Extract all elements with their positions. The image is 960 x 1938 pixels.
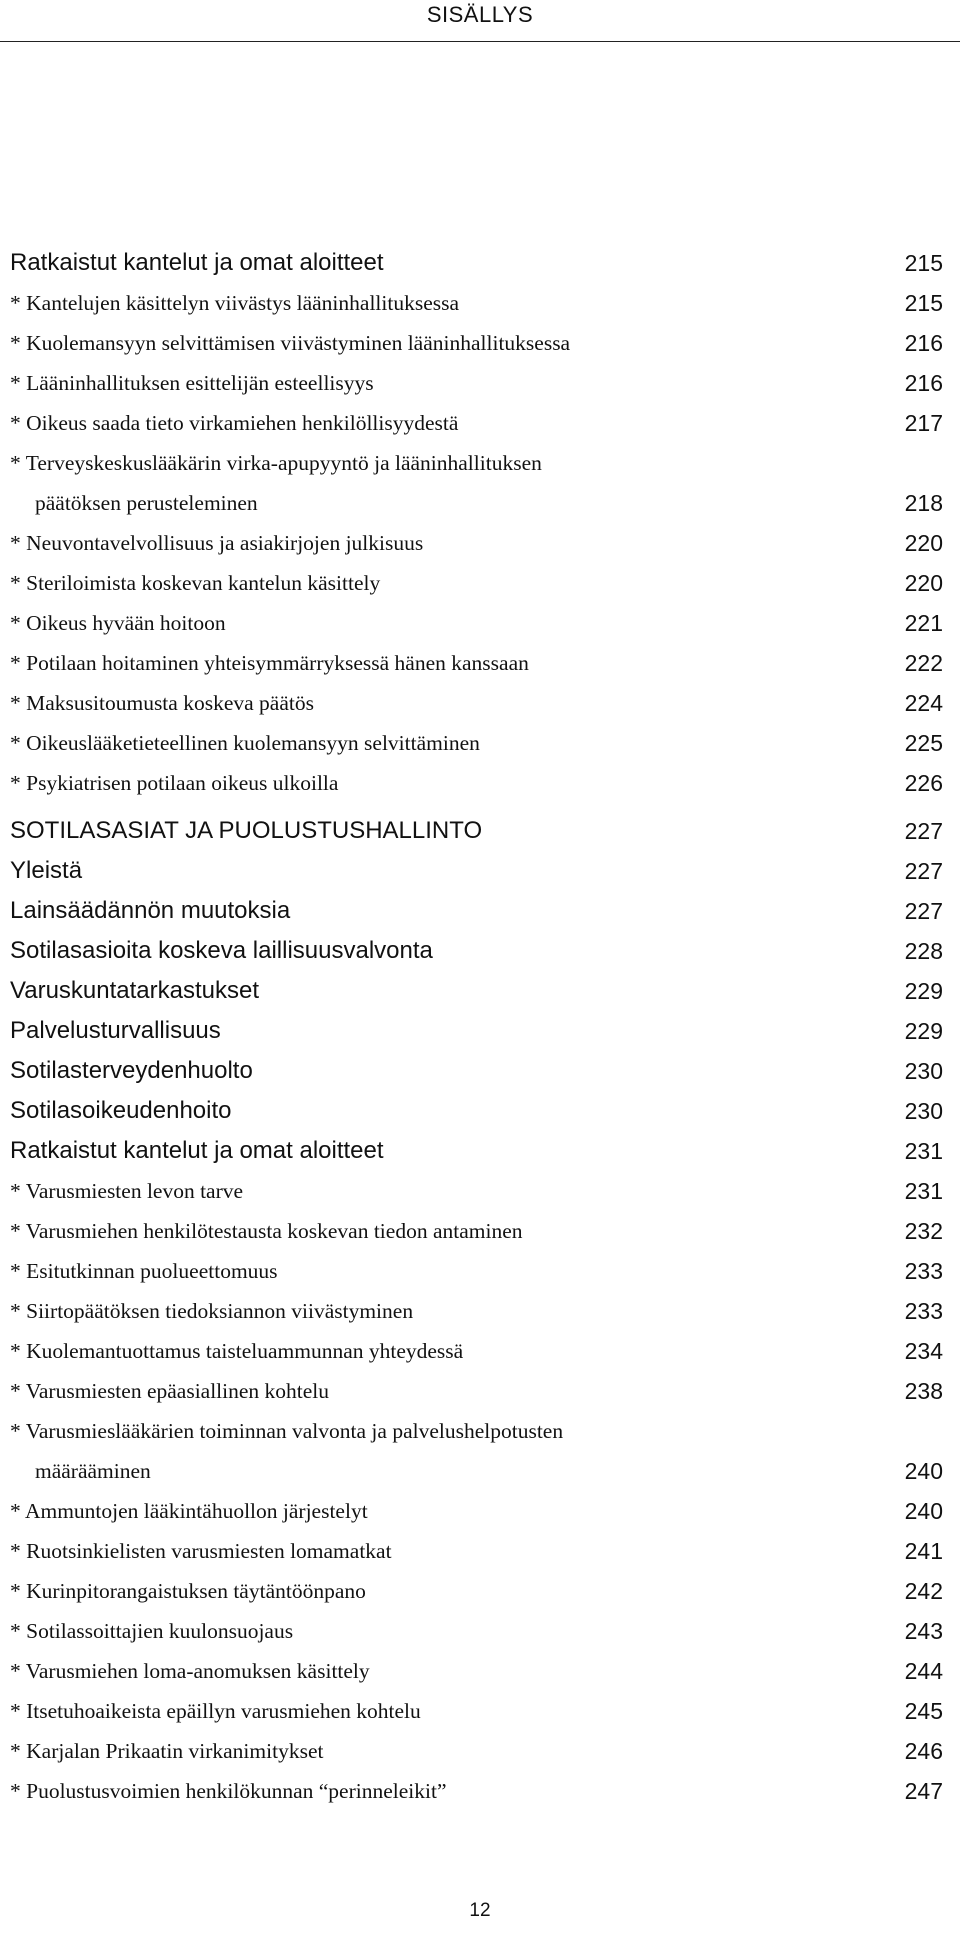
toc-entry-title: Sotilasoikeudenhoito: [10, 1097, 232, 1124]
toc-entry: [10, 763, 943, 803]
toc-entry-page: 233: [904, 1298, 943, 1324]
page-title: SISÄLLYS: [426, 2, 534, 27]
toc-entry-title: * Esitutkinnan puolueettomuus: [10, 1259, 278, 1283]
toc-entry-title: * Steriloimista koskevan kantelun käsittely: [10, 571, 381, 595]
toc-line: [10, 1611, 943, 1651]
toc-entry: [10, 403, 943, 443]
toc-line: [10, 1251, 943, 1291]
toc-entry-page: 229: [904, 978, 943, 1004]
toc-entry-page: 226: [904, 770, 943, 796]
toc-line: [10, 723, 943, 763]
toc-line: [10, 1371, 943, 1411]
toc-entry-title: Palvelusturvallisuus: [10, 1017, 221, 1044]
page-number: 12: [469, 1900, 491, 1921]
toc-entry: [10, 1051, 943, 1091]
toc-entry-title: SOTILASASIAT JA PUOLUSTUSHALLINTO: [10, 817, 483, 844]
toc-entry-title: Sotilasterveydenhuolto: [10, 1057, 253, 1084]
toc-entry-title: * Puolustusvoimien henkilökunnan “perinneleikit”: [10, 1779, 447, 1803]
toc-entry: [10, 1011, 943, 1051]
toc-line: [10, 851, 943, 891]
toc-entry-title: * Lääninhallituksen esittelijän esteellisyys: [10, 371, 374, 395]
toc-entry-title: * Varusmiehen loma-anomuksen käsittely: [10, 1659, 370, 1683]
toc-entry-page: 215: [904, 250, 943, 276]
toc-entry-title: Ratkaistut kantelut ja omat aloitteet: [10, 249, 384, 276]
toc-line: [10, 1131, 943, 1171]
toc-entry: [10, 851, 943, 891]
toc-entry: [10, 243, 943, 283]
toc-line: [10, 283, 943, 323]
toc-entry-page: 245: [904, 1698, 943, 1724]
toc-line: [10, 1171, 943, 1211]
toc-entry: [10, 1171, 943, 1211]
toc-entry-page: 229: [904, 1018, 943, 1044]
toc-line: [10, 683, 943, 723]
toc-line: [10, 1291, 943, 1331]
toc-line: [10, 243, 943, 283]
toc-entry-page: 234: [904, 1338, 943, 1364]
toc-entry-title: Sotilasasioita koskeva laillisuusvalvonta: [10, 937, 433, 964]
toc-entry: [10, 1251, 943, 1291]
toc-line: [10, 1011, 943, 1051]
toc-entry-title: * Neuvontavelvollisuus ja asiakirjojen julkisuus: [10, 531, 424, 555]
toc-entry: [10, 1291, 943, 1331]
toc-entry-page: 242: [904, 1578, 943, 1604]
toc-line: [10, 971, 943, 1011]
toc-line: [10, 563, 943, 603]
toc-entry-title: Varuskuntatarkastukset: [10, 977, 260, 1004]
toc-entry-title: * Ruotsinkielisten varusmiesten lomamatkat: [10, 1539, 392, 1563]
toc-entry-title: * Varusmieslääkärien toiminnan valvonta ja palvelushelpotusten: [10, 1419, 564, 1443]
toc-entry: [10, 563, 943, 603]
toc-line: [10, 1651, 943, 1691]
toc-entry: [10, 1371, 943, 1411]
toc-entry-page: 233: [904, 1258, 943, 1284]
toc-line: [10, 643, 943, 683]
toc-entry: [10, 1571, 943, 1611]
toc-entry: [10, 523, 943, 563]
toc-entry-title: * Sotilassoittajien kuulonsuojaus: [10, 1619, 294, 1643]
toc-line: [10, 1771, 943, 1811]
toc-entry: [10, 811, 943, 851]
toc-line: [10, 323, 943, 363]
toc-entry-page: 227: [904, 858, 943, 884]
toc-line: [10, 763, 943, 803]
toc-entry-title: * Kuolemansyyn selvittämisen viivästyminen lääninhallituksessa: [10, 331, 571, 355]
toc-entry-page: 230: [904, 1098, 943, 1124]
toc-entry: [10, 1491, 943, 1531]
toc-entry-title: * Itsetuhoaikeista epäillyn varusmiehen kohtelu: [10, 1699, 421, 1723]
toc-entry: [10, 1131, 943, 1171]
table-of-contents: [10, 243, 943, 1811]
toc-entry-page: 238: [904, 1378, 943, 1404]
toc-line-continuation: [10, 483, 943, 523]
toc-entry-page: 217: [904, 410, 943, 436]
toc-entry: [10, 891, 943, 931]
toc-entry-title: * Varusmiesten levon tarve: [10, 1179, 244, 1203]
toc-entry: [10, 443, 943, 523]
toc-entry-page: 222: [904, 650, 943, 676]
toc-entry-page: 231: [904, 1138, 943, 1164]
toc-entry-page: 241: [904, 1538, 943, 1564]
toc-entry-page: 230: [904, 1058, 943, 1084]
toc-entry-title: * Kuolemantuottamus taisteluammunnan yhteydessä: [10, 1339, 464, 1363]
toc-entry: [10, 1651, 943, 1691]
toc-line: [10, 403, 943, 443]
toc-entry-title: Yleistä: [10, 857, 83, 884]
toc-entry-page: 246: [904, 1738, 943, 1764]
toc-line: [10, 523, 943, 563]
toc-entry-title: * Oikeus hyvään hoitoon: [10, 611, 226, 635]
toc-entry: [10, 971, 943, 1011]
page-header: [0, 0, 960, 42]
toc-line: [10, 1051, 943, 1091]
toc-entry-page: 224: [904, 690, 943, 716]
toc-entry-page: 231: [904, 1178, 943, 1204]
toc-line: [10, 1491, 943, 1531]
toc-entry: [10, 603, 943, 643]
toc-line: [10, 931, 943, 971]
toc-entry-title: * Maksusitoumusta koskeva päätös: [10, 691, 314, 715]
toc-entry-page: 247: [904, 1778, 943, 1804]
toc-entry-page: 216: [904, 370, 943, 396]
toc-line: [10, 1571, 943, 1611]
toc-line: [10, 1091, 943, 1131]
toc-entry: [10, 723, 943, 763]
toc-entry: [10, 363, 943, 403]
toc-line: [10, 891, 943, 931]
toc-entry-title: * Potilaan hoitaminen yhteisymmärryksessä hänen kanssaan: [10, 651, 529, 675]
toc-line-continuation: [10, 1451, 943, 1491]
toc-line: [10, 1731, 943, 1771]
toc-entry-page: 215: [904, 290, 943, 316]
toc-entry-page: 220: [904, 570, 943, 596]
toc-entry-page: 221: [904, 610, 943, 636]
toc-entry-page: 227: [904, 818, 943, 844]
toc-entry: [10, 683, 943, 723]
header-divider: [0, 41, 960, 42]
toc-entry: [10, 1411, 943, 1491]
toc-entry-page: 243: [904, 1618, 943, 1644]
toc-entry-page: 240: [904, 1458, 943, 1484]
toc-entry: [10, 643, 943, 683]
toc-entry-page: 232: [904, 1218, 943, 1244]
toc-entry: [10, 1731, 943, 1771]
toc-entry: [10, 1331, 943, 1371]
toc-entry-title: * Oikeus saada tieto virkamiehen henkilöllisyydestä: [10, 411, 459, 435]
toc-line: [10, 1691, 943, 1731]
toc-entry-page: 227: [904, 898, 943, 924]
toc-entry-page: 228: [904, 938, 943, 964]
toc-entry-title: * Siirtopäätöksen tiedoksiannon viivästyminen: [10, 1299, 414, 1323]
toc-entry-title: * Varusmiesten epäasiallinen kohtelu: [10, 1379, 330, 1403]
toc-entry-page: 218: [904, 490, 943, 516]
toc-line: [10, 363, 943, 403]
toc-entry-title: * Oikeuslääketieteellinen kuolemansyyn selvittäminen: [10, 731, 480, 755]
toc-entry-title: Lainsäädännön muutoksia: [10, 897, 291, 924]
toc-entry-page: 240: [904, 1498, 943, 1524]
toc-entry: [10, 323, 943, 363]
toc-entry: [10, 1611, 943, 1651]
toc-entry-title: * Kantelujen käsittelyn viivästys lääninhallituksessa: [10, 291, 460, 315]
toc-entry: [10, 1211, 943, 1251]
toc-entry: [10, 283, 943, 323]
toc-entry-title: * Ammuntojen lääkintähuollon järjestelyt: [10, 1499, 368, 1523]
toc-entry: [10, 1771, 943, 1811]
toc-line: [10, 1411, 943, 1451]
toc-entry-title: päätöksen perusteleminen: [35, 491, 258, 515]
toc-entry-title: * Kurinpitorangaistuksen täytäntöönpano: [10, 1579, 366, 1603]
toc-line: [10, 443, 943, 483]
toc-entry-page: 220: [904, 530, 943, 556]
toc-entry-page: 244: [904, 1658, 943, 1684]
toc-entry-title: Ratkaistut kantelut ja omat aloitteet: [10, 1137, 384, 1164]
toc-line: [10, 1331, 943, 1371]
toc-entry: [10, 1091, 943, 1131]
toc-line: [10, 1211, 943, 1251]
toc-line: [10, 811, 943, 851]
toc-entry-title: määrääminen: [35, 1459, 151, 1483]
toc-entry: [10, 1691, 943, 1731]
toc-entry: [10, 931, 943, 971]
toc-entry-title: * Varusmiehen henkilötestausta koskevan tiedon antaminen: [10, 1219, 523, 1243]
toc-entry: [10, 1531, 943, 1571]
toc-entry-title: * Terveyskeskuslääkärin virka-apupyyntö ja lääninhallituksen: [10, 451, 542, 475]
toc-entry-page: 225: [904, 730, 943, 756]
toc-line: [10, 603, 943, 643]
toc-entry-page: 216: [904, 330, 943, 356]
toc-entry-title: * Psykiatrisen potilaan oikeus ulkoilla: [10, 771, 339, 795]
toc-line: [10, 1531, 943, 1571]
toc-entry-title: * Karjalan Prikaatin virkanimitykset: [10, 1739, 324, 1763]
